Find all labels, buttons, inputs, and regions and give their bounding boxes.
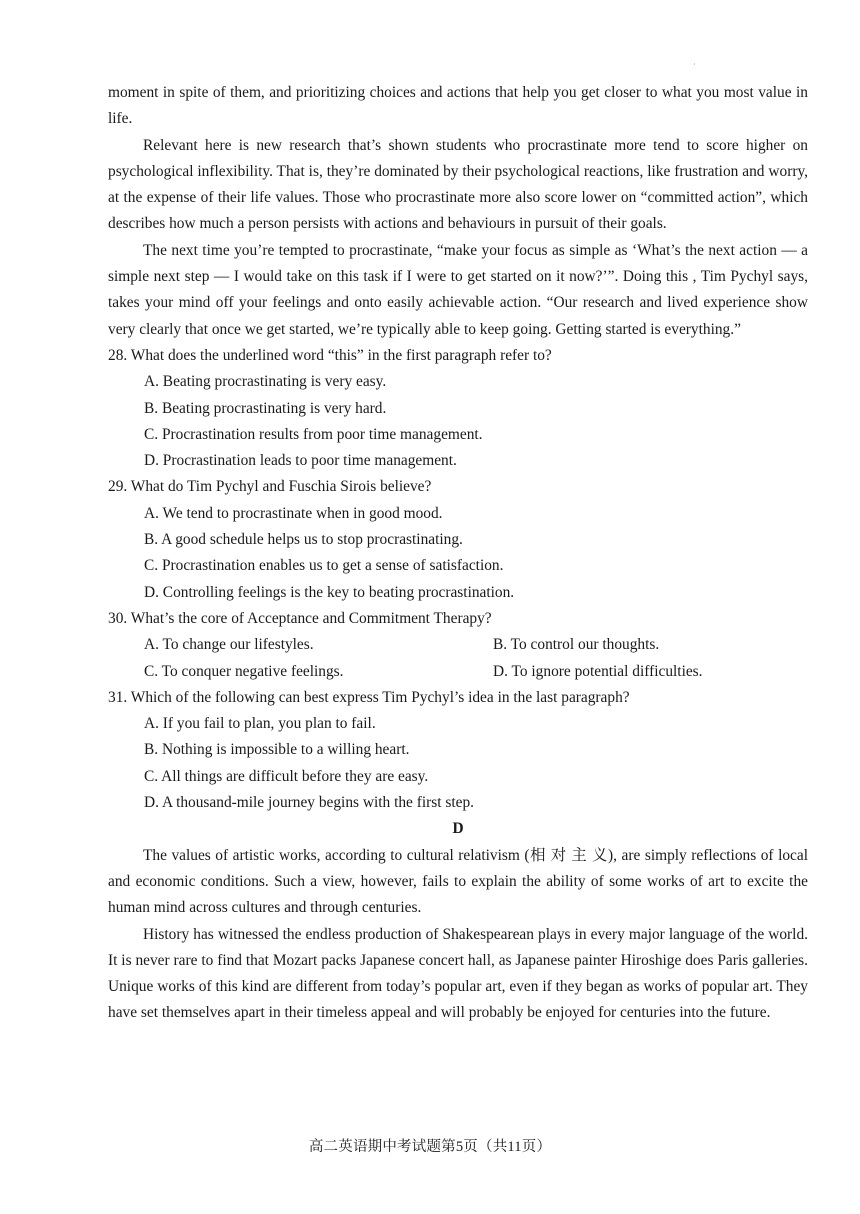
option-a: A. Beating procrastinating is very easy. bbox=[144, 373, 387, 391]
option-d: D. To ignore potential difficulties. bbox=[493, 662, 703, 680]
question-text: 30. What’s the core of Acceptance and Commitment Therapy? bbox=[108, 609, 492, 627]
question-31 bbox=[108, 685, 808, 816]
option-c: C. To conquer negative feelings. bbox=[144, 662, 344, 680]
passage-paragraph: History has witnessed the endless production of Shakespearean plays in every major language of the world. It is never rare to find that Mozart packs Japanese concert hall, as Japanese painter Hiroshige does Paris galleries. Unique works of this kind are different from today’s popular art, even if they began as works of popular art. They have set themselves apart in their timeless appeal and will probably be enjoyed for centuries into the future. bbox=[108, 925, 808, 1022]
option-d: D. Controlling feelings is the key to beating procrastination. bbox=[144, 583, 515, 601]
section-title: D bbox=[452, 820, 464, 838]
passage-paragraph: The values of artistic works, according to cultural relativism (相 对 主 义), are simply reflections of local and economic conditions. Such a view, however, fails to explain the ability of some works of art to excite the human mind across cultures and through centuries. bbox=[108, 846, 808, 917]
question-text: 29. What do Tim Pychyl and Fuschia Sirois believe? bbox=[108, 478, 432, 496]
question-29 bbox=[108, 474, 808, 605]
option-a: A. To change our lifestyles. bbox=[144, 636, 314, 654]
option-row bbox=[108, 659, 808, 685]
question-text: 28. What does the underlined word “this” in the first paragraph refer to? bbox=[108, 346, 552, 364]
stray-mark: · bbox=[693, 60, 696, 69]
option-a: A. If you fail to plan, you plan to fail. bbox=[144, 715, 376, 733]
exam-page bbox=[108, 80, 808, 1027]
option-c: C. Procrastination results from poor time management. bbox=[144, 425, 483, 443]
option-c: C. All things are difficult before they are easy. bbox=[144, 767, 429, 785]
page-footer: 高二英语期中考试题第5页（共11页） bbox=[308, 1139, 552, 1155]
option-b: B. Nothing is impossible to a willing heart. bbox=[144, 741, 410, 759]
option-row bbox=[108, 632, 808, 658]
option-b: B. Beating procrastinating is very hard. bbox=[144, 399, 387, 417]
question-30 bbox=[108, 606, 808, 685]
option-d: D. A thousand-mile journey begins with the first step. bbox=[144, 794, 475, 812]
option-d: D. Procrastination leads to poor time management. bbox=[144, 452, 457, 470]
option-a: A. We tend to procrastinate when in good mood. bbox=[144, 504, 443, 522]
option-c: C. Procrastination enables us to get a sense of satisfaction. bbox=[144, 557, 504, 575]
option-b: B. A good schedule helps us to stop procrastinating. bbox=[144, 531, 463, 549]
passage-paragraph: The next time you’re tempted to procrastinate, “make your focus as simple as ‘What’s the next action — a simple next step — I would take on this task if I were to get started on it now?’”. Doing this , Tim Pychyl says, takes your mind off your feelings and onto easily achievable action. “Our research and lived experience show very clearly that once we get started, we’re typically able to keep going. Getting started is everything.” bbox=[108, 241, 808, 338]
question-28 bbox=[108, 343, 808, 474]
passage-paragraph-continued: moment in spite of them, and prioritizing choices and actions that help you get closer to what you most value in life. bbox=[108, 84, 808, 128]
option-b: B. To control our thoughts. bbox=[493, 636, 660, 654]
question-text: 31. Which of the following can best express Tim Pychyl’s idea in the last paragraph? bbox=[108, 688, 630, 706]
passage-paragraph: Relevant here is new research that’s shown students who procrastinate more tend to score higher on psychological inflexibility. That is, they’re dominated by their psychological reactions, like frustration and worry, at the expense of their life values. Those who procrastinate more also score lower on “committed action”, which describes how much a person persists with actions and behaviours in pursuit of their goals. bbox=[108, 136, 808, 233]
